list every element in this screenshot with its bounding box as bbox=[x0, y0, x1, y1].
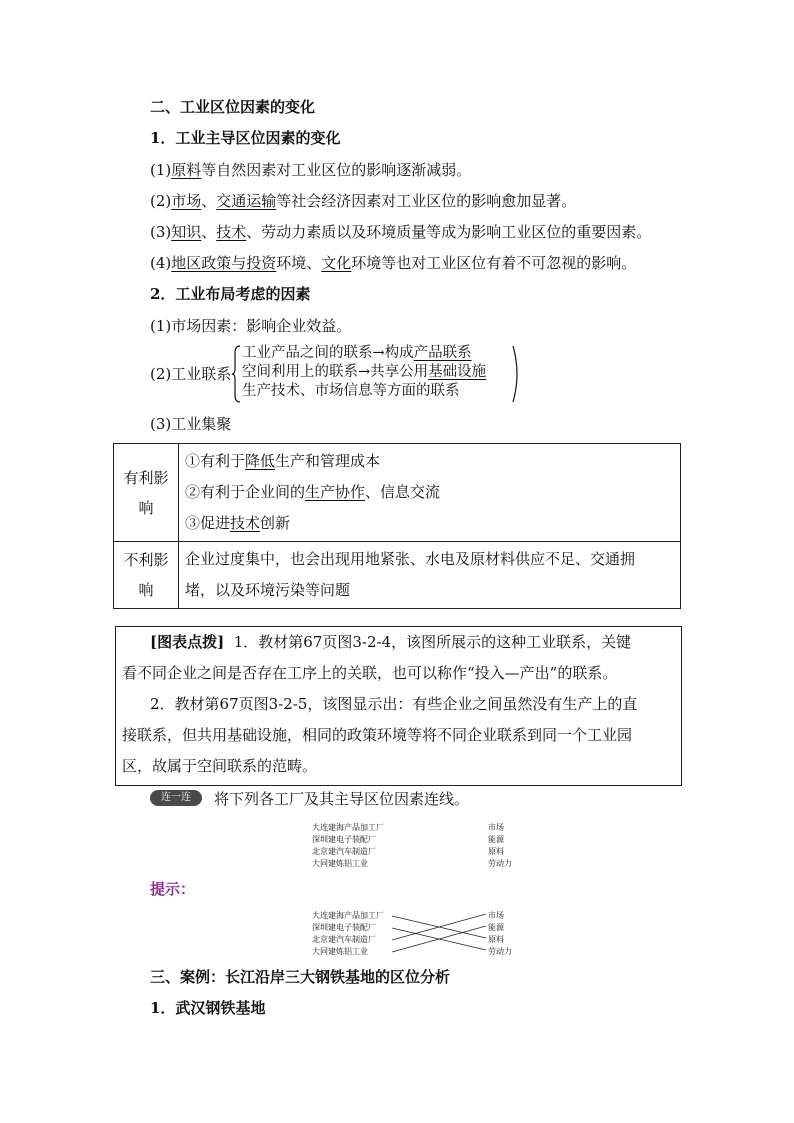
note-text-1a: 1．教材第67页图3-2-4，该图所展示的这种工业联系，关键 bbox=[233, 633, 632, 651]
note-label: [图表点拨] bbox=[150, 633, 225, 651]
note-line-3: 2．教材第67页图3-2-5，该图显示出：有些企业之间虽然没有生产上的直 bbox=[150, 695, 638, 713]
agglomeration-table bbox=[113, 443, 681, 609]
unfavorable-head bbox=[114, 542, 179, 609]
right-paren-icon bbox=[511, 345, 523, 403]
p3-num: (3) bbox=[150, 223, 172, 241]
paragraph-2 bbox=[150, 191, 576, 211]
list-item: 原料 bbox=[488, 847, 504, 856]
p1-text: 等自然因素对工业区位的影响逐渐减弱。 bbox=[201, 161, 472, 179]
unfavorable-line-1: 企业过度集中，也会出现用地紧张、水电及原材料供应不足、交通拥 bbox=[185, 550, 636, 568]
match-line bbox=[392, 914, 486, 940]
exercise-tag: 连一连 bbox=[150, 790, 202, 806]
linkage-product bbox=[242, 344, 472, 363]
fi3-post: 创新 bbox=[260, 514, 291, 532]
paragraph-3 bbox=[150, 222, 651, 242]
favorable-item-3 bbox=[185, 508, 674, 539]
p2-text: 等社会经济因素对工业区位的影响愈加显著。 bbox=[276, 192, 577, 210]
fi3-text: ③促进 bbox=[185, 514, 231, 532]
p3-underline-2: 技术 bbox=[216, 223, 247, 241]
linkage-space-text: 空间利用上的联系→共享公用 bbox=[242, 364, 429, 380]
note-line-5: 区，故属于空间联系的范畴。 bbox=[122, 757, 318, 775]
list-item: 大连建海产品加工厂 bbox=[312, 911, 384, 920]
matching-lines bbox=[390, 908, 490, 958]
p4-num: (4) bbox=[150, 254, 172, 272]
paragraph-4 bbox=[150, 253, 636, 273]
favorable-item-1 bbox=[185, 446, 674, 477]
p3-sep: 、 bbox=[201, 223, 217, 241]
linkage-space bbox=[242, 363, 486, 382]
note-line-2: 看不同企业之间是否存在工序上的关联，也可以称作“投入—产出”的联系。 bbox=[122, 664, 618, 682]
unfavorable-line-2: 堵，以及环境污染等问题 bbox=[185, 581, 351, 599]
linkage-product-text: 工业产品之间的联系→构成 bbox=[242, 345, 414, 361]
list-item: 能源 bbox=[488, 835, 504, 844]
section-heading: 三、案例：长江沿岸三大钢铁基地的区位分析 bbox=[150, 968, 451, 986]
paragraph-1 bbox=[150, 160, 471, 180]
list-item: 深圳建电子装配厂 bbox=[312, 835, 376, 844]
p4-underline-1: 地区政策与投资 bbox=[171, 254, 277, 272]
favorable-head bbox=[114, 444, 179, 542]
p2-underline-1: 市场 bbox=[171, 192, 202, 210]
p4-underline-2: 文化 bbox=[321, 254, 352, 272]
fi3-underline: 技术 bbox=[230, 514, 261, 532]
note-line-1 bbox=[150, 632, 631, 652]
section-heading: 二、工业区位因素的变化 bbox=[150, 98, 316, 116]
unfavorable-text bbox=[179, 542, 681, 609]
table-row bbox=[114, 444, 681, 542]
agglomeration-label: (3)工业集聚 bbox=[150, 415, 232, 433]
subheading-wuhan: 1．武汉钢铁基地 bbox=[150, 999, 266, 1017]
p2-sep: 、 bbox=[201, 192, 217, 210]
market-factor: (1)市场因素：影响企业效益。 bbox=[150, 317, 352, 335]
list-item: 市场 bbox=[488, 911, 504, 920]
list-item: 劳动力 bbox=[488, 947, 512, 956]
p1-underline: 原料 bbox=[171, 161, 202, 179]
p2-underline-2: 交通运输 bbox=[216, 192, 277, 210]
linkage-product-underline: 产品联系 bbox=[413, 345, 472, 361]
note-line-4: 接联系，但共用基础设施，相同的政策环境等将不同企业联系到同一个工业园 bbox=[122, 726, 633, 744]
table-row bbox=[114, 542, 681, 609]
p4-sep: 环境、 bbox=[276, 254, 322, 272]
fi2-post: 、信息交流 bbox=[365, 483, 441, 501]
list-item: 北京建汽车制造厂 bbox=[312, 847, 376, 856]
list-item: 深圳建电子装配厂 bbox=[312, 923, 376, 932]
list-item: 原料 bbox=[488, 935, 504, 944]
fi1-text: ①有利于 bbox=[185, 452, 246, 470]
list-item: 北京建汽车制造厂 bbox=[312, 935, 376, 944]
subheading-layout-factors: 2．工业布局考虑的因素 bbox=[150, 285, 311, 303]
industrial-linkage-label: (2)工业联系 bbox=[150, 365, 232, 383]
favorable-item-2 bbox=[185, 477, 674, 508]
exercise-instruction: 将下列各工厂及其主导区位因素连线。 bbox=[214, 790, 470, 808]
p4-text: 环境等也对工业区位有着不可忽视的影响。 bbox=[351, 254, 637, 272]
p2-num: (2) bbox=[150, 192, 172, 210]
subheading-dominant-factors: 1．工业主导区位因素的变化 bbox=[150, 129, 341, 147]
left-brace-icon bbox=[231, 345, 241, 403]
list-item: 大同建炼铝工业 bbox=[312, 947, 368, 956]
fi1-underline: 降低 bbox=[245, 452, 276, 470]
fi2-underline: 生产协作 bbox=[305, 483, 366, 501]
list-item: 能源 bbox=[488, 923, 504, 932]
p3-underline-1: 知识 bbox=[171, 223, 202, 241]
favorable-head-text: 有利影响 bbox=[123, 468, 169, 517]
list-item: 大连建海产品加工厂 bbox=[312, 823, 384, 832]
linkage-space-underline: 基础设施 bbox=[428, 364, 487, 380]
p3-text: 、劳动力素质以及环境质量等成为影响工业区位的重要因素。 bbox=[246, 223, 652, 241]
list-item: 市场 bbox=[488, 823, 504, 832]
fi2-text: ②有利于企业间的 bbox=[185, 483, 306, 501]
fi1-post: 生产和管理成本 bbox=[275, 452, 381, 470]
match-line bbox=[392, 926, 486, 952]
list-item: 大同建炼铝工业 bbox=[312, 859, 368, 868]
hint-label: 提示： bbox=[150, 880, 196, 898]
p1-num: (1) bbox=[150, 161, 172, 179]
favorable-items bbox=[179, 444, 681, 542]
linkage-information: 生产技术、市场信息等方面的联系 bbox=[242, 383, 460, 399]
list-item: 劳动力 bbox=[488, 859, 512, 868]
unfavorable-head-text: 不利影响 bbox=[123, 551, 169, 599]
